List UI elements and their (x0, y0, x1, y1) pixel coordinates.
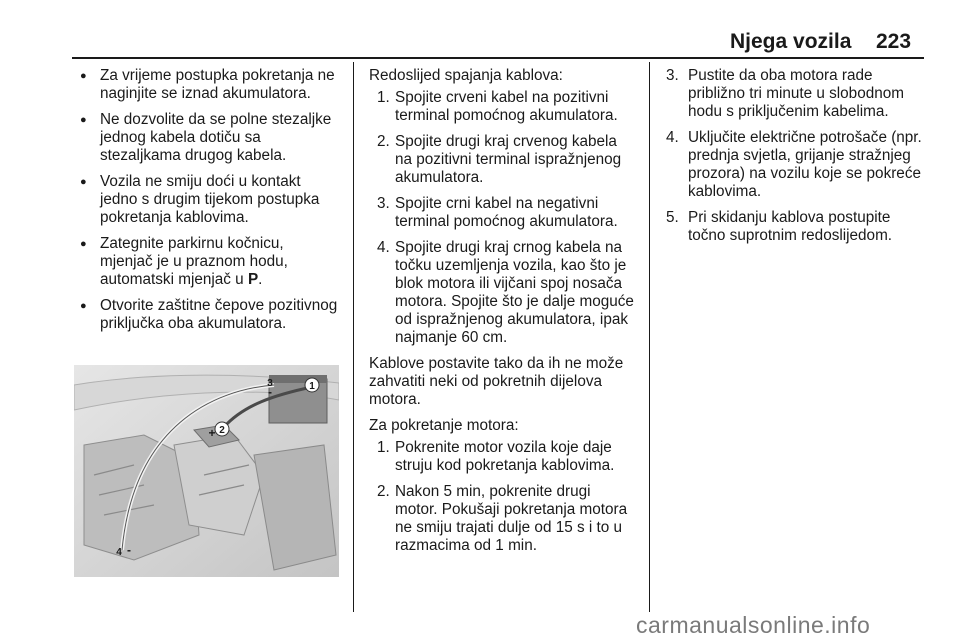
step-number: 3. (666, 67, 679, 84)
step-number: 2. (377, 483, 390, 500)
step-text: Uključite električne potrošače (npr. prednja svjetla, grijanje stražnjeg prozora) na vozilu koje se pokreće kablovima. (688, 129, 922, 200)
step-number: 5. (666, 209, 679, 226)
left-column (78, 67, 340, 341)
step-text: Pustite da oba motora rade približno tri minute u slobodnom hodu s priključenim kabelima. (688, 67, 904, 120)
engine-bay-illustration (74, 365, 339, 577)
step-text: Spojite drugi kraj crnog kabela na točku uzemljenja vozila, kao što je blok motora ili vijčani spoj nosača motora. Spojite što je dalje moguće od ispražnjenog akumulatora, ipak najmanje 60 cm. (395, 239, 634, 346)
step-item (369, 89, 635, 125)
bullet-item: ● Vozila ne smiju doći u kontakt jedno s drugim tijekom postupka pokretanja kablovima. (78, 173, 340, 227)
step-text: Spojite drugi kraj crvenog kabela na pozitivni terminal ispražnjenog akumulatora. (395, 133, 622, 186)
figure-label-4: 4 (116, 547, 122, 558)
minus-sign-4: - (127, 543, 131, 557)
bullet-item: ● Ne dozvolite da se polne stezaljke jednog kabela dotiču sa stezaljkama drugog kabela. (78, 111, 340, 165)
bullet-item: ● Otvorite zaštitne čepove pozitivnog priključka oba akumulatora. (78, 297, 340, 333)
step-text: Pri skidanju kablova postupite točno suprotnim redoslijedom. (688, 209, 893, 244)
middle-column (369, 67, 635, 563)
step-text: Pokrenite motor vozila koje daje struju kod pokretanja kablovima. (395, 439, 615, 474)
step-text: Spojite crni kabel na negativni terminal pomoćnog akumulatora. (395, 195, 618, 230)
figure-label-3: 3 (267, 378, 273, 389)
column-divider-left (353, 62, 354, 612)
bullet-item (78, 235, 340, 289)
page-number: 223 (876, 30, 912, 53)
step-number: 2. (377, 133, 390, 150)
connection-steps (369, 89, 635, 347)
watermark[interactable]: carmanualsonline.info (636, 612, 871, 638)
header-title: Njega vozila (730, 30, 852, 53)
column-divider-right (649, 62, 650, 612)
step-item (666, 129, 928, 201)
start-steps (369, 439, 635, 555)
bullet-item: ● Za vrijeme postupka pokretanja ne naginjite se iznad akumulatora. (78, 67, 340, 103)
step-item (369, 195, 635, 231)
connection-intro: Redoslijed spajanja kablova: (369, 67, 563, 84)
step-number: 3. (377, 195, 390, 212)
step-number: 4. (377, 239, 390, 256)
right-column (666, 67, 928, 253)
step-item (369, 439, 635, 475)
header-rule (72, 57, 924, 59)
step-item (666, 67, 928, 121)
bullet-text: Zategnite parkirnu kočnicu, mjenjač je u praznom hodu, automatski mjenjač u (100, 235, 288, 288)
plus-sign-2: + (208, 426, 216, 440)
minus-sign-3: - (268, 385, 272, 399)
step-number: 1. (377, 89, 390, 106)
figure-label-1: 1 (309, 381, 315, 392)
bullet-text-end: . (258, 271, 263, 288)
step-text: Spojite crveni kabel na pozitivni terminal pomoćnog akumulatora. (395, 89, 618, 124)
step-item (369, 483, 635, 555)
step-text: Nakon 5 min, pokrenite drugi motor. Pokušaji pokretanja motora ne smiju trajati dulje od 15 s i to u razmacima od 1 min. (395, 483, 628, 554)
step-item (666, 209, 928, 245)
gear-position-p: P (247, 271, 259, 288)
step-item (369, 239, 635, 347)
cable-note: Kablove postavite tako da ih ne može zahvatiti neki od pokretnih dijelova motora. (369, 355, 624, 408)
step-number: 1. (377, 439, 390, 456)
step-number: 4. (666, 129, 679, 146)
figure-label-2: 2 (219, 425, 225, 436)
start-heading: Za pokretanje motora: (369, 417, 519, 434)
step-item (369, 133, 635, 187)
